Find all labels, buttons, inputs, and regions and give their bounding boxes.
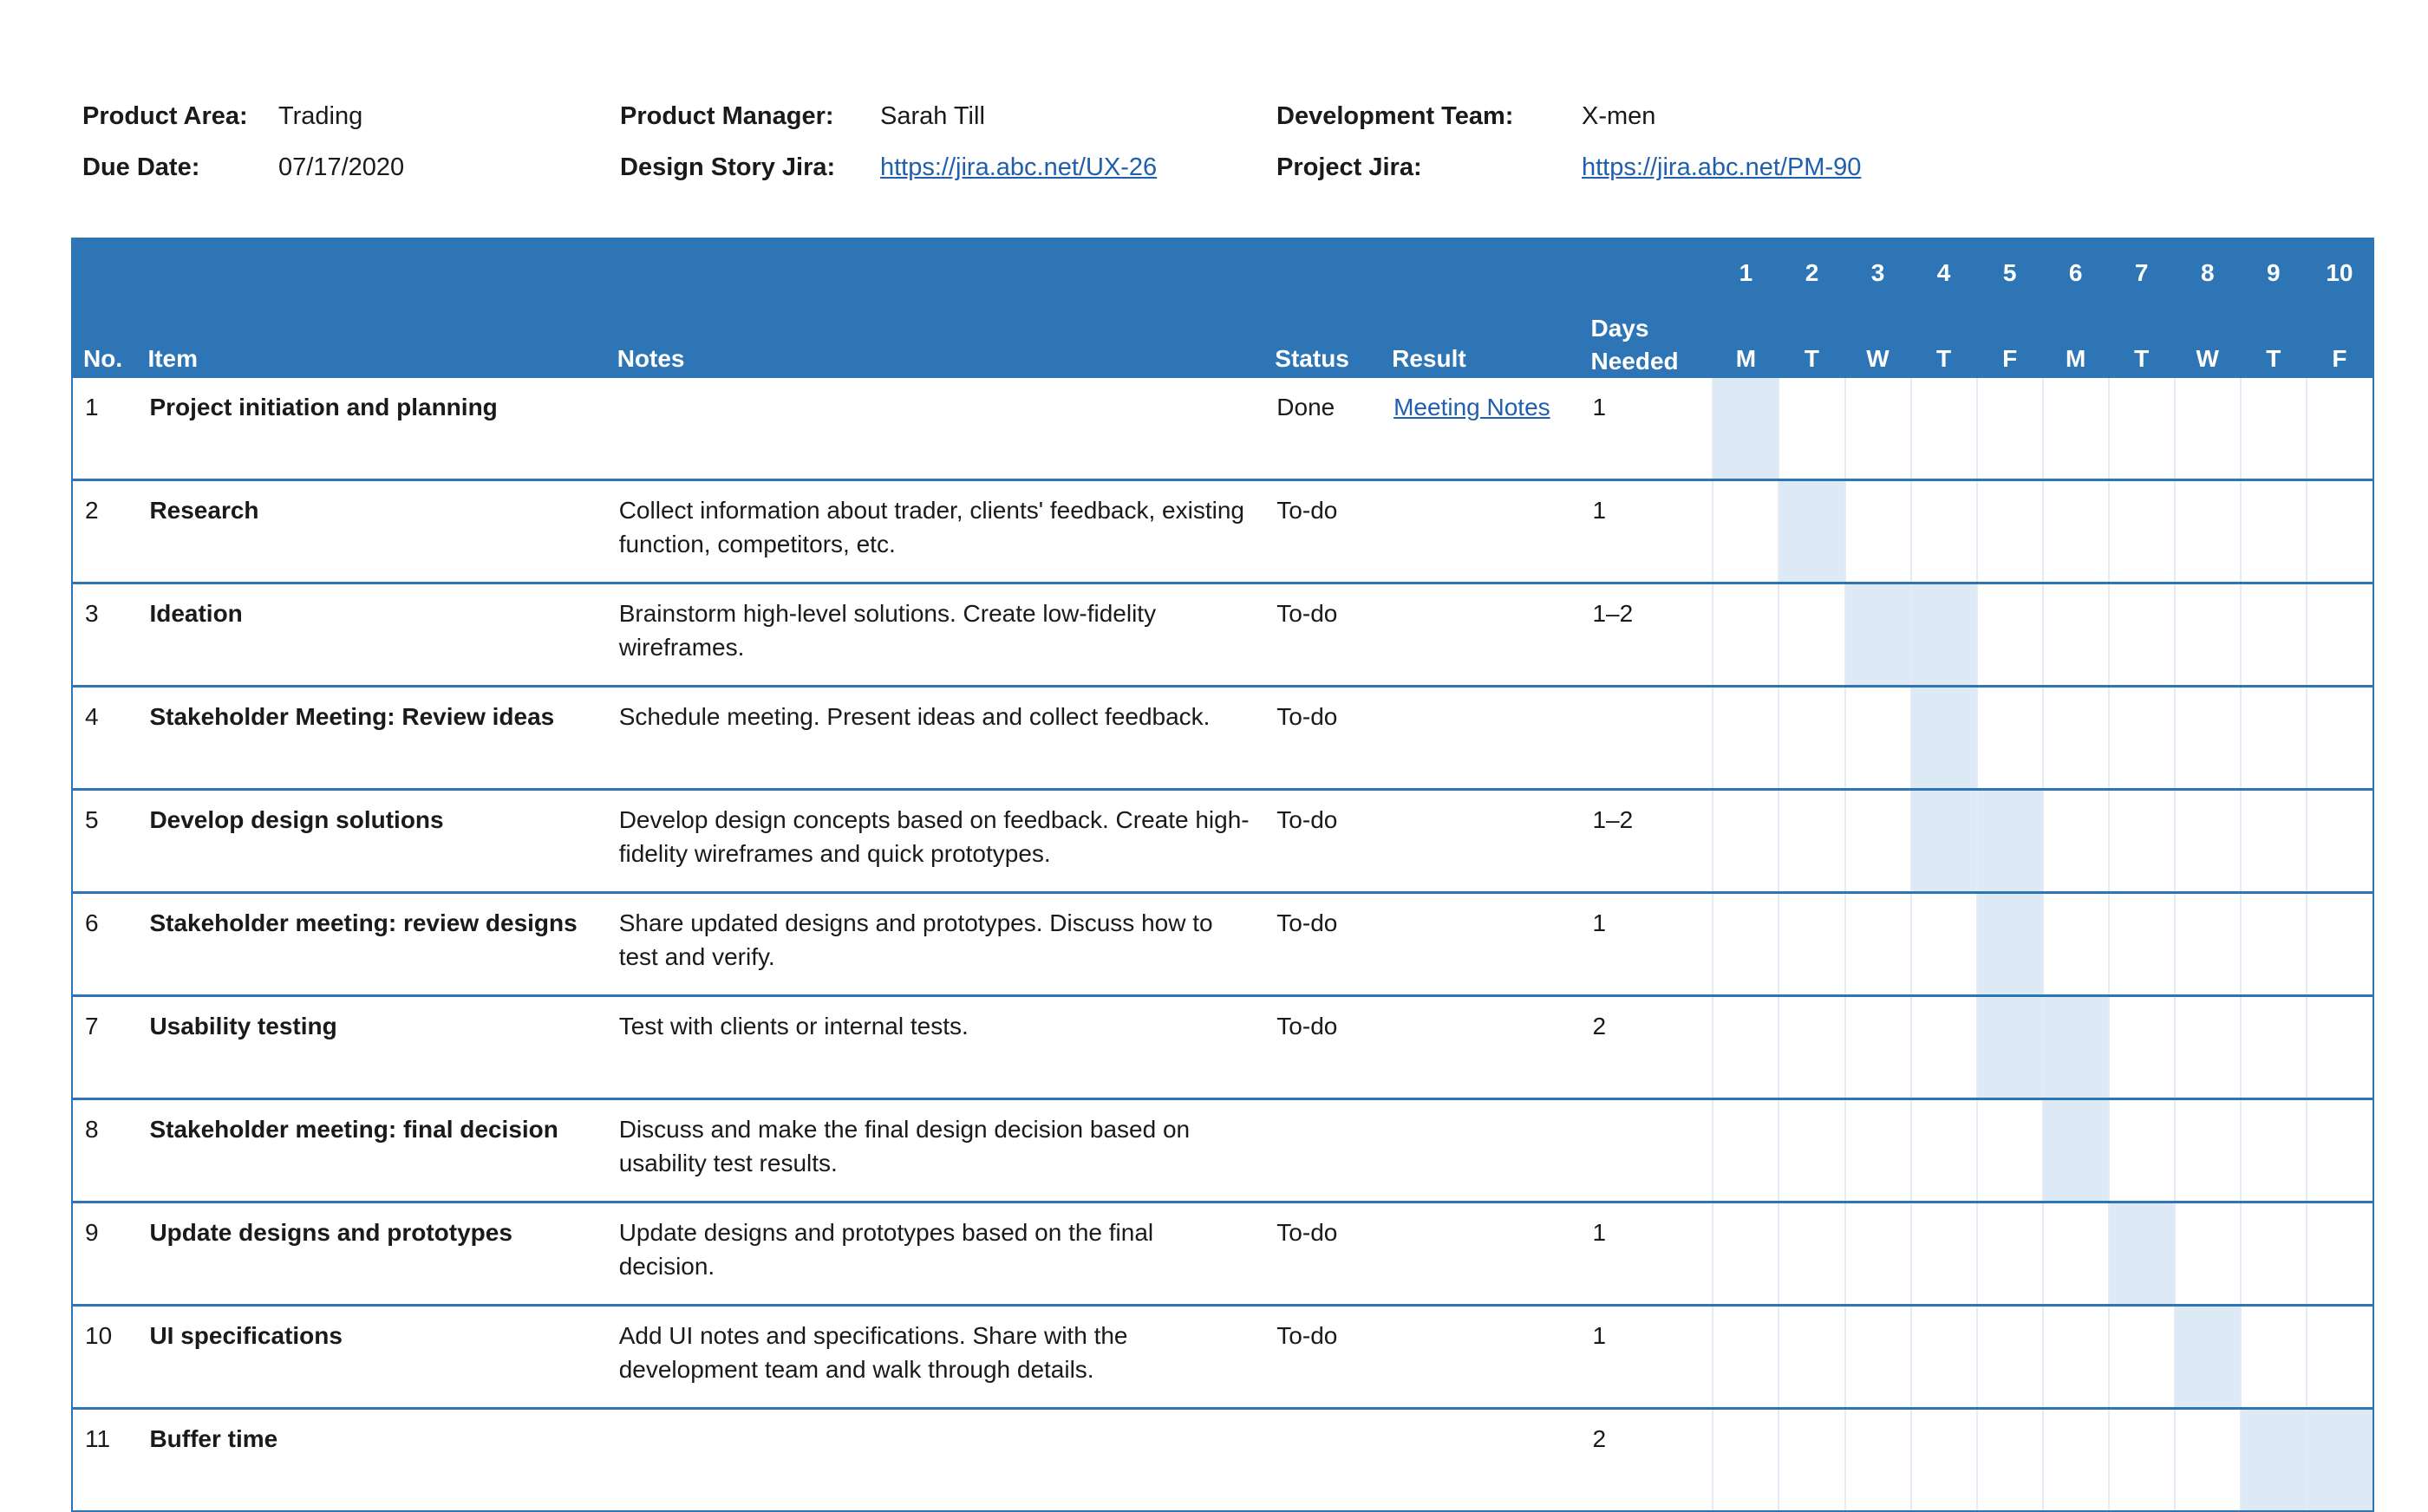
timeline-cell (2307, 687, 2373, 790)
timeline-cell (1977, 480, 2043, 583)
timeline-cell (2109, 790, 2175, 893)
timeline-cell (2241, 378, 2307, 480)
row-status: To-do (1264, 996, 1381, 1099)
timeline-cell (2175, 583, 2241, 687)
timeline-cell (1977, 687, 2043, 790)
product-manager-label: Product Manager: (620, 102, 834, 130)
timeline-cell (2241, 790, 2307, 893)
timeline-cell (2307, 1409, 2373, 1511)
row-item: Stakeholder meeting: final decision (137, 1099, 606, 1202)
timeline-cell (1977, 1409, 2043, 1511)
row-notes (607, 1409, 1265, 1511)
timeline-cell (1977, 1306, 2043, 1409)
timeline-cell (1713, 1409, 1779, 1511)
column-header-result: Result (1381, 307, 1580, 378)
row-days-needed: 1 (1580, 893, 1713, 996)
row-status (1264, 1099, 1381, 1202)
row-number: 7 (73, 996, 137, 1099)
row-item: Stakeholder meeting: review designs (137, 893, 606, 996)
day-number-header: 3 (1845, 239, 1911, 307)
timeline-cell (2241, 687, 2307, 790)
row-days-needed: 1 (1592, 394, 1607, 420)
timeline-cell (2043, 893, 2109, 996)
timeline-cell (2307, 1099, 2373, 1202)
timeline-cell (1779, 1306, 1844, 1409)
row-item: Research (137, 480, 606, 583)
timeline-cell (1713, 1099, 1779, 1202)
timeline-cell (2109, 480, 2175, 583)
table-row (73, 1409, 2373, 1511)
row-days-needed (1580, 1099, 1713, 1202)
row-notes: Share updated designs and prototypes. Discuss how to test and verify. (607, 893, 1265, 996)
row-days-needed: 2 (1580, 1409, 1713, 1511)
day-number-header: 10 (2307, 239, 2373, 307)
header-row-columns (73, 307, 2373, 378)
design-story-jira-label: Design Story Jira: (620, 153, 836, 181)
day-letter-header: T (2241, 307, 2307, 378)
row-result (1381, 687, 1580, 790)
timeline-cell (2043, 1409, 2109, 1511)
table-row (73, 687, 2373, 790)
due-date-value: 07/17/2020 (278, 153, 405, 181)
day-number-header: 8 (2175, 239, 2241, 307)
timeline-cell (1713, 378, 1779, 480)
timeline-cell (1845, 893, 1911, 996)
timeline-cell (2043, 378, 2109, 480)
day-number-header: 4 (1911, 239, 1977, 307)
timeline-cell (1911, 893, 1977, 996)
row-days-needed: 1 (1580, 1306, 1713, 1409)
row-notes: Add UI notes and specifications. Share with the development team and walk through details. (607, 1306, 1265, 1409)
row-notes: Collect information about trader, clients' feedback, existing function, competitors, etc. (607, 480, 1265, 583)
row-status: To-do (1264, 687, 1381, 790)
timeline-cell (1845, 1099, 1911, 1202)
day-letter-header: M (2043, 307, 2109, 378)
row-status: To-do (1264, 583, 1381, 687)
meeting-notes-link[interactable]: Meeting Notes (1393, 394, 1550, 420)
row-result (1381, 1202, 1580, 1306)
timeline-cell (1779, 1409, 1844, 1511)
timeline-cell (1911, 378, 1977, 480)
row-result (1381, 1409, 1580, 1511)
timeline-cell (1713, 790, 1779, 893)
timeline-cell (2241, 480, 2307, 583)
timeline-cell (1779, 790, 1844, 893)
row-status: Done (1276, 394, 1335, 420)
timeline-cell (2241, 893, 2307, 996)
row-notes: Brainstorm high-level solutions. Create low-fidelity wireframes. (607, 583, 1265, 687)
row-notes: Discuss and make the final design decision based on usability test results. (607, 1099, 1265, 1202)
timeline-cell (2043, 1099, 2109, 1202)
timeline-cell (1977, 893, 2043, 996)
day-letter-header: T (1911, 307, 1977, 378)
day-letter-header: W (1845, 307, 1911, 378)
timeline-cell (1911, 480, 1977, 583)
timeline-cell (2175, 790, 2241, 893)
day-number-header: 5 (1977, 239, 2043, 307)
timeline-cell (1977, 583, 2043, 687)
day-letter-header: W (2175, 307, 2241, 378)
project-jira-link[interactable]: https://jira.abc.net/PM-90 (1582, 153, 1862, 181)
product-manager-value: Sarah Till (880, 102, 985, 130)
day-letter-header: F (2307, 307, 2373, 378)
day-number-header: 7 (2109, 239, 2175, 307)
row-result (1381, 480, 1580, 583)
column-header-no: No. (73, 307, 137, 378)
row-number: 11 (73, 1409, 137, 1511)
column-header-notes: Notes (607, 307, 1265, 378)
row-number: 10 (73, 1306, 137, 1409)
timeline-cell (2241, 1099, 2307, 1202)
row-notes: Update designs and prototypes based on the final decision. (607, 1202, 1265, 1306)
row-item: Buffer time (137, 1409, 606, 1511)
day-number-header: 9 (2241, 239, 2307, 307)
row-days-needed: 1–2 (1580, 790, 1713, 893)
timeline-cell (2175, 996, 2241, 1099)
timeline-cell (1845, 1306, 1911, 1409)
timeline-cell (1845, 480, 1911, 583)
timeline-cell (2109, 996, 2175, 1099)
project-jira-label: Project Jira: (1276, 153, 1422, 181)
row-number: 1 (85, 394, 99, 420)
row-number: 4 (73, 687, 137, 790)
timeline-cell (1713, 687, 1779, 790)
row-number: 2 (73, 480, 137, 583)
row-number: 3 (73, 583, 137, 687)
timeline-cell (1911, 790, 1977, 893)
day-number-header: 1 (1713, 239, 1779, 307)
row-number: 6 (73, 893, 137, 996)
row-result (1381, 583, 1580, 687)
timeline-cell (2043, 583, 2109, 687)
timeline-cell (1845, 583, 1911, 687)
day-letter-header: T (2109, 307, 2175, 378)
timeline-cell (1845, 687, 1911, 790)
timeline-cell (1779, 996, 1844, 1099)
row-item: Update designs and prototypes (137, 1202, 606, 1306)
timeline-cell (2175, 1306, 2241, 1409)
row-item: Project initiation and planning (149, 394, 498, 420)
timeline-cell (2109, 1202, 2175, 1306)
timeline-cell (2175, 1409, 2241, 1511)
timeline-cell (2241, 1202, 2307, 1306)
timeline-cell (1911, 1099, 1977, 1202)
table-row (73, 790, 2373, 893)
timeline-cell (2043, 790, 2109, 893)
timeline-cell (1911, 687, 1977, 790)
timeline-cell (2043, 480, 2109, 583)
timeline-cell (2109, 1409, 2175, 1511)
day-letter-header: M (1713, 307, 1779, 378)
table-row (73, 1202, 2373, 1306)
timeline-cell (1713, 480, 1779, 583)
row-number: 8 (73, 1099, 137, 1202)
table-row (73, 1306, 2373, 1409)
table-row (73, 583, 2373, 687)
timeline-cell (1977, 790, 2043, 893)
row-status: To-do (1264, 893, 1381, 996)
row-result (1381, 893, 1580, 996)
timeline-cell (2241, 583, 2307, 687)
timeline-cell (1845, 1409, 1911, 1511)
table-row (73, 893, 2373, 996)
timeline-cell (2307, 1306, 2373, 1409)
row-days-needed: 1 (1580, 1202, 1713, 1306)
timeline-cell (1911, 583, 1977, 687)
timeline-cell (2307, 583, 2373, 687)
timeline-cell (1977, 996, 2043, 1099)
design-story-jira-link[interactable]: https://jira.abc.net/UX-26 (880, 153, 1158, 181)
timeline-cell (2241, 996, 2307, 1099)
timeline-cell (1911, 996, 1977, 1099)
table-row (73, 1099, 2373, 1202)
timeline-cell (2175, 378, 2241, 480)
timeline-cell (2307, 893, 2373, 996)
timeline-cell (2043, 996, 2109, 1099)
timeline-cell (1977, 378, 2043, 480)
timeline-cell (2307, 996, 2373, 1099)
timeline-cell (2175, 1202, 2241, 1306)
timeline-cell (1911, 1202, 1977, 1306)
timeline-cell (2175, 1099, 2241, 1202)
timeline-cell (1845, 996, 1911, 1099)
day-number-header: 6 (2043, 239, 2109, 307)
timeline-cell (2307, 790, 2373, 893)
timeline-cell (1713, 893, 1779, 996)
table-row (73, 378, 2373, 480)
product-area-label: Product Area: (82, 102, 248, 130)
timeline-cell (1779, 480, 1844, 583)
timeline-cell (1911, 1409, 1977, 1511)
development-team-value: X-men (1582, 102, 1656, 130)
row-days-needed: 2 (1580, 996, 1713, 1099)
timeline-cell (1779, 893, 1844, 996)
row-days-needed: 1 (1580, 480, 1713, 583)
timeline-cell (2109, 583, 2175, 687)
row-days-needed (1580, 687, 1713, 790)
timeline-cell (2043, 687, 2109, 790)
timeline-cell (1779, 1202, 1844, 1306)
timeline-cell (1845, 378, 1911, 480)
row-result (1381, 378, 1580, 480)
timeline-cell (1845, 790, 1911, 893)
row-item: Develop design solutions (137, 790, 606, 893)
timeline-cell (1779, 583, 1844, 687)
timeline-cell (1713, 1306, 1779, 1409)
column-header-item: Item (137, 307, 606, 378)
row-notes (607, 378, 1265, 480)
timeline-cell (1713, 583, 1779, 687)
timeline-cell (1911, 1306, 1977, 1409)
timeline-cell (1713, 996, 1779, 1099)
row-number: 5 (73, 790, 137, 893)
timeline-cell (2109, 378, 2175, 480)
row-item: Usability testing (137, 996, 606, 1099)
row-item: Stakeholder Meeting: Review ideas (137, 687, 606, 790)
row-notes: Schedule meeting. Present ideas and collect feedback. (607, 687, 1265, 790)
row-status (1264, 1409, 1381, 1511)
product-area-value: Trading (278, 102, 363, 130)
timeline-cell (2109, 893, 2175, 996)
row-number: 9 (73, 1202, 137, 1306)
table-row (73, 996, 2373, 1099)
row-result (1381, 996, 1580, 1099)
due-date-label: Due Date: (82, 153, 200, 181)
timeline-cell (1779, 378, 1844, 480)
timeline-cell (1779, 1099, 1844, 1202)
header-row-day-numbers (73, 239, 2373, 307)
timeline-cell (2043, 1306, 2109, 1409)
row-result (1381, 1099, 1580, 1202)
row-notes: Test with clients or internal tests. (607, 996, 1265, 1099)
timeline-cell (2307, 1202, 2373, 1306)
row-result (1381, 1306, 1580, 1409)
timeline-cell (1977, 1099, 2043, 1202)
timeline-cell (2043, 1202, 2109, 1306)
row-status: To-do (1264, 1306, 1381, 1409)
timeline-cell (2307, 378, 2373, 480)
row-status: To-do (1264, 790, 1381, 893)
timeline-cell (2109, 1099, 2175, 1202)
timeline-cell (2109, 687, 2175, 790)
row-status: To-do (1264, 1202, 1381, 1306)
timeline-cell (1779, 687, 1844, 790)
column-header-days-needed: Days Needed (1580, 307, 1713, 378)
column-header-status: Status (1264, 307, 1381, 378)
timeline-cell (2175, 687, 2241, 790)
schedule-table (71, 238, 2374, 1512)
row-result (1381, 790, 1580, 893)
timeline-cell (2241, 1306, 2307, 1409)
timeline-cell (1845, 1202, 1911, 1306)
row-status: To-do (1264, 480, 1381, 583)
row-item: Ideation (137, 583, 606, 687)
timeline-cell (2109, 1306, 2175, 1409)
timeline-cell (2175, 480, 2241, 583)
day-number-header: 2 (1779, 239, 1844, 307)
row-notes: Develop design concepts based on feedback. Create high-fidelity wireframes and quick prototypes. (607, 790, 1265, 893)
day-letter-header: T (1779, 307, 1844, 378)
timeline-cell (2307, 480, 2373, 583)
timeline-cell (2241, 1409, 2307, 1511)
timeline-cell (2175, 893, 2241, 996)
table-row (73, 480, 2373, 583)
row-days-needed: 1–2 (1580, 583, 1713, 687)
timeline-cell (1977, 1202, 2043, 1306)
row-item: UI specifications (137, 1306, 606, 1409)
timeline-cell (1713, 1202, 1779, 1306)
development-team-label: Development Team: (1276, 102, 1514, 130)
day-letter-header: F (1977, 307, 2043, 378)
